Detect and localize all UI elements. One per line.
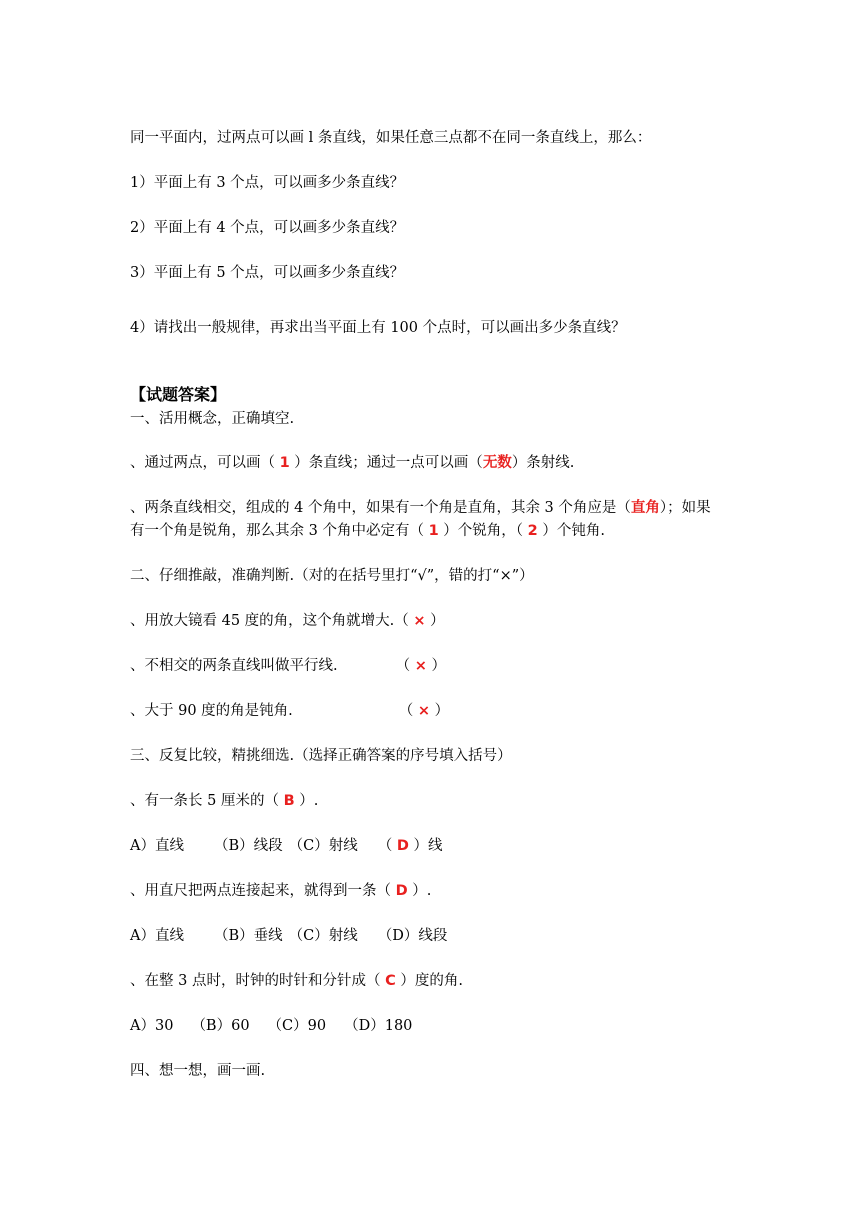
option-a: A）直线 bbox=[130, 928, 184, 944]
item-text: ）条射线. bbox=[511, 455, 575, 471]
answer-value: 无数 bbox=[482, 455, 512, 471]
option-b: （B）60 bbox=[191, 1018, 250, 1034]
answer-value: C bbox=[385, 973, 396, 989]
option-a: A）30 bbox=[130, 1018, 174, 1034]
section3-item3-options bbox=[130, 1016, 412, 1036]
item-text: 、用直尺把两点连接起来，就得到一条（ bbox=[130, 883, 396, 899]
item-text: 、有一条长 5 厘米的（ bbox=[130, 793, 284, 809]
item-text: ）个钝角. bbox=[537, 523, 605, 539]
answer-value: D bbox=[395, 883, 408, 899]
problem-q3: 3）平面上有 5 个点，可以画多少条直线？ bbox=[130, 265, 405, 281]
answer-value: 2 bbox=[527, 523, 538, 539]
item-text: 、两条直线相交，组成的 4 个角中，如果有一个角是直角，其余 3 个角应是（ bbox=[130, 500, 631, 516]
item-text: 、通过两点，可以画（ bbox=[130, 455, 280, 471]
answer-value: B bbox=[283, 793, 295, 809]
item-text: ） bbox=[425, 613, 445, 629]
section2-item1 bbox=[130, 611, 445, 631]
option-b: （B）线段 bbox=[213, 838, 283, 854]
problem-q2: 2）平面上有 4 个点，可以画多少条直线？ bbox=[130, 220, 405, 236]
option-d-text: ）线 bbox=[408, 838, 443, 854]
item-text: 、不相交的两条直线叫做平行线. bbox=[130, 658, 338, 674]
section4-title: 四、想一想，画一画. bbox=[130, 1063, 266, 1079]
problem-q4: 4）请找出一般规律，再求出当平面上有 100 个点时，可以画出多少条直线？ bbox=[130, 320, 626, 336]
item-text: ）. bbox=[294, 793, 319, 809]
section1-title: 一、活用概念，正确填空. bbox=[130, 411, 295, 427]
section2-item2 bbox=[130, 656, 446, 676]
section3-item2-options bbox=[130, 926, 447, 946]
item-text: ） bbox=[430, 703, 450, 719]
section3-title: 三、反复比较，精挑细选.（选择正确答案的序号填入括号） bbox=[130, 748, 512, 764]
item-text: （ bbox=[395, 658, 415, 674]
item-text: 、在整 3 点时，时钟的时针和分针成（ bbox=[130, 973, 386, 989]
section2-item3 bbox=[130, 701, 449, 721]
answers-heading: 【试题答案】 bbox=[130, 385, 227, 404]
answer-value: × bbox=[413, 613, 426, 629]
item-text: （ bbox=[398, 703, 418, 719]
section3-item1 bbox=[130, 791, 318, 811]
option-d: （D）180 bbox=[344, 1018, 413, 1034]
item-text: ）；如果 bbox=[659, 500, 711, 516]
item-text: ）. bbox=[407, 883, 432, 899]
answer-value: 1 bbox=[428, 523, 439, 539]
answer-value: D bbox=[396, 838, 409, 854]
section2-title: 二、仔细推敲，准确判断.（对的在括号里打“√”，错的打“×”） bbox=[130, 568, 534, 584]
option-c: （C）射线 bbox=[288, 928, 358, 944]
item-text: ）条直线；通过一点可以画（ bbox=[289, 455, 483, 471]
item-text: ） bbox=[426, 658, 446, 674]
answer-value: 直角 bbox=[630, 500, 660, 516]
option-d: （ bbox=[377, 838, 397, 854]
item-text: ）度的角. bbox=[395, 973, 463, 989]
option-c: （C）射线 bbox=[288, 838, 358, 854]
section3-item3 bbox=[130, 971, 463, 991]
problem-q1: 1）平面上有 3 个点，可以画多少条直线？ bbox=[130, 175, 405, 191]
item-text: ）个锐角，（ bbox=[438, 523, 528, 539]
item-text: 、用放大镜看 45 度的角，这个角就增大.（ bbox=[130, 613, 414, 629]
section3-item1-options bbox=[130, 836, 443, 856]
problem-intro: 同一平面内，过两点可以画 l 条直线，如果任意三点都不在同一条直线上，那么： bbox=[130, 130, 652, 146]
answer-value: × bbox=[417, 703, 431, 719]
section1-item2-line2 bbox=[130, 521, 605, 541]
section1-item2-line1 bbox=[130, 498, 711, 518]
section3-item2 bbox=[130, 881, 431, 901]
option-b: （B）垂线 bbox=[213, 928, 283, 944]
section1-item1 bbox=[130, 453, 574, 473]
answer-value: 1 bbox=[279, 455, 290, 471]
option-c: （C）90 bbox=[267, 1018, 327, 1034]
answer-value: × bbox=[414, 658, 427, 674]
item-text: 、大于 90 度的角是钝角. bbox=[130, 703, 293, 719]
option-d: （D）线段 bbox=[377, 928, 448, 944]
option-a: A）直线 bbox=[130, 838, 184, 854]
item-text: 有一个角是锐角，那么其余 3 个角中必定有（ bbox=[130, 523, 429, 539]
